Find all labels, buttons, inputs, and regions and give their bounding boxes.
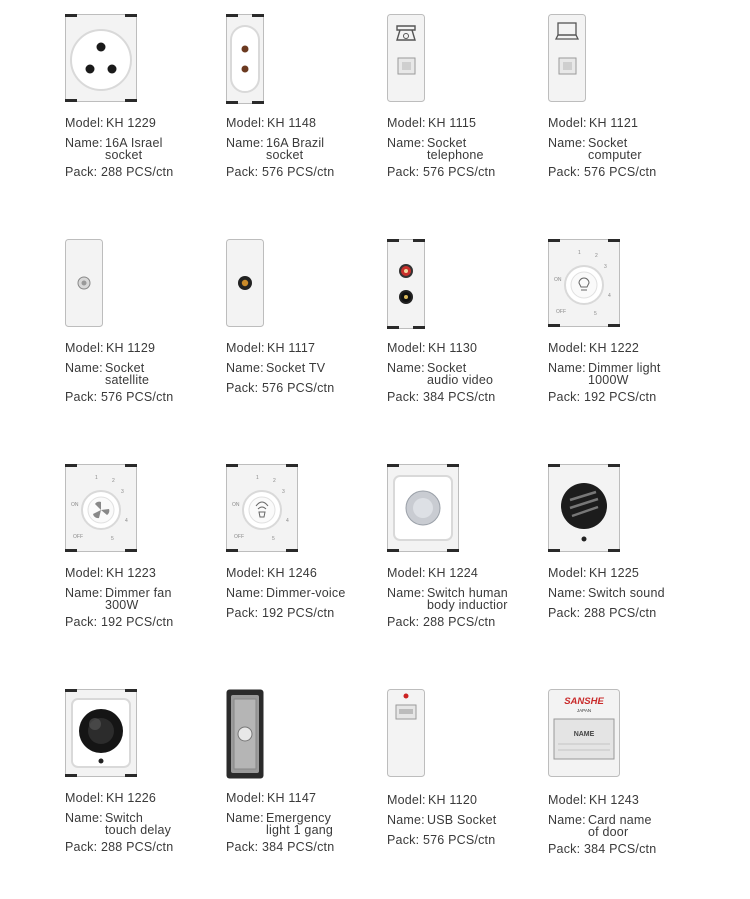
dimmer-mark-n5: 5 xyxy=(272,536,275,542)
product-card xyxy=(226,689,396,899)
name-value: Dimmer fan 300W xyxy=(105,586,172,612)
pack-label: Pack: xyxy=(387,390,420,404)
model-label: Model: xyxy=(548,341,587,355)
name-label: Name: xyxy=(226,586,264,600)
model-label: Model: xyxy=(548,793,587,807)
name-label: Name: xyxy=(226,136,264,150)
dimmer-mark-n4: 4 xyxy=(608,293,611,299)
model-value: KH 1147 xyxy=(267,791,317,805)
name-value: Switch sound xyxy=(588,586,665,600)
pack-value: 576 PCS/ctn xyxy=(423,165,496,179)
model-label: Model: xyxy=(548,566,587,580)
pack-label: Pack: xyxy=(226,606,259,620)
sound-switch-icon xyxy=(548,464,620,552)
name-value: Switch touch delay xyxy=(105,811,172,837)
dimmer-mark-off: OFF xyxy=(556,309,566,315)
model-label: Model: xyxy=(548,116,587,130)
pack-label: Pack: xyxy=(548,165,581,179)
brand-text: SANSHE xyxy=(564,696,604,707)
pack-label: Pack: xyxy=(65,390,98,404)
model-value: KH 1229 xyxy=(106,116,157,130)
motion-sensor-switch-icon xyxy=(387,464,459,552)
model-value: KH 1130 xyxy=(428,341,478,355)
model-value: KH 1224 xyxy=(428,566,479,580)
pack-value: 288 PCS/ctn xyxy=(101,840,174,854)
dimmer-mark-n2: 2 xyxy=(112,478,115,484)
pack-label: Pack: xyxy=(65,615,98,629)
product-card xyxy=(226,239,396,449)
pack-value: 192 PCS/ctn xyxy=(101,615,174,629)
name-plate-text: NAME xyxy=(573,731,595,738)
dimmer-mark-n4: 4 xyxy=(125,518,128,524)
door-name-card-icon xyxy=(548,689,620,777)
product-card xyxy=(387,464,557,674)
product-card xyxy=(548,689,718,899)
telephone-socket-icon xyxy=(387,14,425,102)
dimmer-mark-n1: 1 xyxy=(578,250,581,256)
product-card xyxy=(226,14,396,224)
pack-value: 192 PCS/ctn xyxy=(584,390,657,404)
model-label: Model: xyxy=(226,791,265,805)
model-value: KH 1121 xyxy=(589,116,639,130)
pack-label: Pack: xyxy=(548,606,581,620)
computer-socket-icon xyxy=(548,14,586,102)
pack-label: Pack: xyxy=(226,381,259,395)
dimmer-mark-on: ON xyxy=(232,502,240,508)
product-card xyxy=(548,239,718,449)
name-value: Socket computer xyxy=(588,136,642,162)
model-value: KH 1117 xyxy=(267,341,316,355)
name-value: Card name of door xyxy=(588,813,652,839)
pack-label: Pack: xyxy=(387,615,420,629)
model-value: KH 1148 xyxy=(267,116,317,130)
product-card xyxy=(65,689,235,899)
product-card xyxy=(387,239,557,449)
dimmer-mark-n5: 5 xyxy=(111,536,114,542)
touch-delay-switch-icon xyxy=(65,689,137,777)
product-card xyxy=(226,464,396,674)
dimmer-mark-n1: 1 xyxy=(256,475,259,481)
dimmer-mark-n5: 5 xyxy=(594,311,597,317)
dimmer-mark-off: OFF xyxy=(73,534,83,540)
name-value: Socket telephone xyxy=(427,136,484,162)
product-card xyxy=(65,464,235,674)
name-label: Name: xyxy=(387,586,425,600)
name-label: Name: xyxy=(548,813,586,827)
tv-socket-icon xyxy=(226,239,264,327)
model-label: Model: xyxy=(226,116,265,130)
model-label: Model: xyxy=(65,341,104,355)
fan-dimmer-icon xyxy=(65,464,137,552)
dimmer-mark-off: OFF xyxy=(234,534,244,540)
model-label: Model: xyxy=(65,116,104,130)
model-value: KH 1226 xyxy=(106,791,157,805)
pack-label: Pack: xyxy=(387,833,420,847)
name-label: Name: xyxy=(548,586,586,600)
pack-value: 192 PCS/ctn xyxy=(262,606,335,620)
pack-value: 576 PCS/ctn xyxy=(101,390,174,404)
name-label: Name: xyxy=(226,811,264,825)
voice-dimmer-icon xyxy=(226,464,298,552)
dimmer-mark-on: ON xyxy=(554,277,562,283)
name-value: Emergency light 1 gang xyxy=(266,811,334,837)
product-card xyxy=(387,14,557,224)
model-label: Model: xyxy=(387,793,426,807)
light-dimmer-icon xyxy=(548,239,620,327)
model-value: KH 1222 xyxy=(589,341,640,355)
model-value: KH 1115 xyxy=(428,116,477,130)
brand-sub-text: JAPAN xyxy=(576,708,592,713)
pack-label: Pack: xyxy=(65,840,98,854)
dimmer-mark-n3: 3 xyxy=(121,489,124,495)
product-card xyxy=(387,689,557,899)
pack-value: 384 PCS/ctn xyxy=(584,842,657,856)
pack-value: 288 PCS/ctn xyxy=(101,165,174,179)
model-value: KH 1225 xyxy=(589,566,640,580)
israel-socket-icon xyxy=(65,14,137,102)
pack-label: Pack: xyxy=(387,165,420,179)
dimmer-mark-n3: 3 xyxy=(282,489,285,495)
pack-value: 288 PCS/ctn xyxy=(584,606,657,620)
model-value: KH 1120 xyxy=(428,793,478,807)
name-value: Dimmer-voice xyxy=(266,586,346,600)
model-label: Model: xyxy=(387,116,426,130)
dimmer-mark-n1: 1 xyxy=(95,475,98,481)
name-value: Socket satellite xyxy=(105,361,150,387)
name-label: Name: xyxy=(387,136,425,150)
name-label: Name: xyxy=(65,811,103,825)
product-card xyxy=(548,14,718,224)
product-card xyxy=(65,239,235,449)
pack-value: 288 PCS/ctn xyxy=(423,615,496,629)
name-value: USB Socket xyxy=(427,813,497,827)
dimmer-mark-n4: 4 xyxy=(286,518,289,524)
pack-value: 384 PCS/ctn xyxy=(262,840,335,854)
name-label: Name: xyxy=(65,136,103,150)
name-value: Switch human body inductior xyxy=(427,586,508,612)
name-label: Name: xyxy=(548,361,586,375)
usb-socket-icon xyxy=(387,689,425,777)
pack-value: 384 PCS/ctn xyxy=(423,390,496,404)
name-label: Name: xyxy=(226,361,264,375)
name-value: Socket audio video xyxy=(427,361,494,387)
pack-value: 576 PCS/ctn xyxy=(423,833,496,847)
pack-label: Pack: xyxy=(226,165,259,179)
product-card xyxy=(65,14,235,224)
model-label: Model: xyxy=(226,566,265,580)
pack-label: Pack: xyxy=(548,842,581,856)
pack-label: Pack: xyxy=(548,390,581,404)
model-value: KH 1243 xyxy=(589,793,640,807)
model-value: KH 1129 xyxy=(106,341,156,355)
dimmer-mark-n2: 2 xyxy=(595,253,598,259)
name-value: Dimmer light 1000W xyxy=(588,361,661,387)
pack-value: 576 PCS/ctn xyxy=(584,165,657,179)
name-label: Name: xyxy=(387,361,425,375)
name-value: 16A Brazil socket xyxy=(266,136,325,162)
emergency-light-icon xyxy=(226,689,264,779)
model-label: Model: xyxy=(387,341,426,355)
name-label: Name: xyxy=(65,586,103,600)
model-value: KH 1246 xyxy=(267,566,318,580)
audio-video-socket-icon xyxy=(387,239,425,329)
model-value: KH 1223 xyxy=(106,566,157,580)
brazil-socket-icon xyxy=(226,14,264,104)
pack-label: Pack: xyxy=(226,840,259,854)
dimmer-mark-n3: 3 xyxy=(604,264,607,270)
name-label: Name: xyxy=(548,136,586,150)
model-label: Model: xyxy=(226,341,265,355)
pack-label: Pack: xyxy=(65,165,98,179)
name-value: Socket TV xyxy=(266,361,326,375)
dimmer-mark-n2: 2 xyxy=(273,478,276,484)
name-label: Name: xyxy=(65,361,103,375)
pack-value: 576 PCS/ctn xyxy=(262,381,335,395)
model-label: Model: xyxy=(387,566,426,580)
satellite-socket-icon xyxy=(65,239,103,327)
dimmer-mark-on: ON xyxy=(71,502,79,508)
name-label: Name: xyxy=(387,813,425,827)
product-card xyxy=(548,464,718,674)
name-value: 16A Israel socket xyxy=(105,136,163,162)
model-label: Model: xyxy=(65,791,104,805)
pack-value: 576 PCS/ctn xyxy=(262,165,335,179)
model-label: Model: xyxy=(65,566,104,580)
